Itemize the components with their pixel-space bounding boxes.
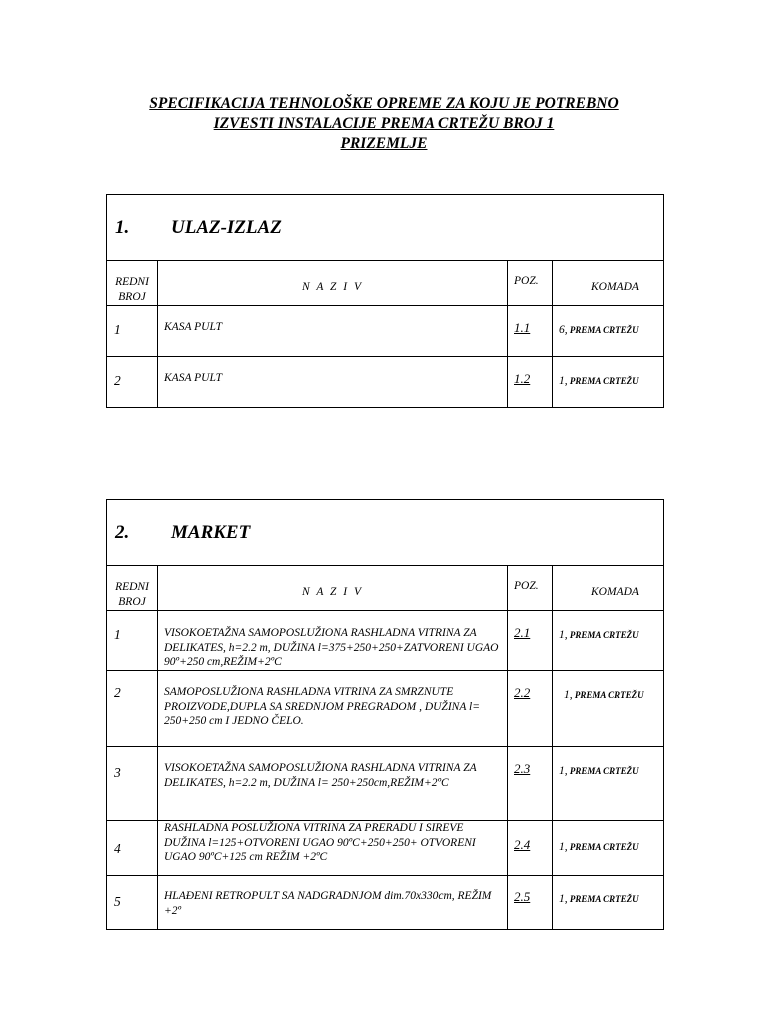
row-komada <box>553 821 664 876</box>
table-row <box>107 671 664 747</box>
row-poz: 1.2 <box>508 357 553 408</box>
row-komada <box>553 747 664 821</box>
col-header-naziv: N A Z I V <box>158 261 508 306</box>
row-naziv: KASA PULT <box>158 357 508 408</box>
section-name: MARKET <box>171 521 251 543</box>
komada-count: 1, <box>559 629 568 641</box>
section-number: 1. <box>115 216 130 238</box>
row-komada <box>553 671 664 747</box>
col-header-poz: POZ. <box>508 566 553 611</box>
komada-note: PREMA CRTEŽU <box>567 630 639 640</box>
row-number: 1 <box>107 611 158 671</box>
komada-note: PREMA CRTEŽU <box>567 842 639 852</box>
row-poz: 1.1 <box>508 306 553 357</box>
row-number: 2 <box>107 357 158 408</box>
komada-count: 1, <box>559 765 568 777</box>
row-naziv: SAMOPOSLUŽIONA RASHLADNA VITRINA ZA SMRZNUTE PROIZVODE,DUPLA SA SREDNJOM PREGRADOM , DUŽINA l= 250+250 cm I JEDNO ČELO. <box>158 671 508 747</box>
row-number: 1 <box>107 306 158 357</box>
komada-note: PREMA CRTEŽU <box>572 690 644 700</box>
col-header-komada: KOMADA <box>553 261 664 306</box>
col-header-naziv: N A Z I V <box>158 566 508 611</box>
table-row <box>107 357 664 408</box>
komada-count: 1, <box>559 841 568 853</box>
komada-count: 1, <box>564 689 573 701</box>
section-header <box>107 500 664 566</box>
table-row <box>107 306 664 357</box>
table-row <box>107 747 664 821</box>
row-komada <box>553 306 664 357</box>
title-line-3: PRIZEMLJE <box>340 135 428 152</box>
col-header-redni-broj: REDNI BROJ <box>107 566 158 611</box>
table-row <box>107 611 664 671</box>
row-number: 5 <box>107 876 158 930</box>
row-poz: 2.5 <box>508 876 553 930</box>
row-number: 4 <box>107 821 158 876</box>
title-line-1: SPECIFIKACIJA TEHNOLOŠKE OPREME ZA KOJU JE POTREBNO <box>149 95 619 112</box>
table-row <box>107 876 664 930</box>
row-naziv: KASA PULT <box>158 306 508 357</box>
komada-note: PREMA CRTEŽU <box>567 766 639 776</box>
komada-note: PREMA CRTEŽU <box>567 894 639 904</box>
row-naziv: HLAĐENI RETROPULT SA NADGRADNJOM dim.70x330cm, REŽIM +2º <box>158 876 508 930</box>
document-title <box>0 94 768 154</box>
komada-note: PREMA CRTEŽU <box>567 376 639 386</box>
section-header <box>107 195 664 261</box>
title-line-2: IZVESTI INSTALACIJE PREMA CRTEŽU BROJ 1 <box>213 115 555 132</box>
komada-note: PREMA CRTEŽU <box>567 325 639 335</box>
section-table-market <box>106 499 664 930</box>
table-row <box>107 821 664 876</box>
col-header-komada: KOMADA <box>553 566 664 611</box>
column-header-row <box>107 566 664 611</box>
col-header-poz: POZ. <box>508 261 553 306</box>
row-naziv: VISOKOETAŽNA SAMOPOSLUŽIONA RASHLADNA VITRINA ZA DELIKATES, h=2.2 m, DUŽINA l=375+250+250+ZATVORENI UGAO 90º+250 cm,REŽIM+2ºC <box>158 611 508 671</box>
section-number: 2. <box>115 521 130 543</box>
row-poz: 2.1 <box>508 611 553 671</box>
row-komada <box>553 357 664 408</box>
row-poz: 2.3 <box>508 747 553 821</box>
section-table-ulaz-izlaz <box>106 194 664 408</box>
row-komada <box>553 876 664 930</box>
row-komada <box>553 611 664 671</box>
komada-count: 1, <box>559 375 568 387</box>
section-name: ULAZ-IZLAZ <box>171 216 282 238</box>
row-naziv: RASHLADNA POSLUŽIONA VITRINA ZA PRERADU I SIREVE DUŽINA l=125+OTVORENI UGAO 90ºC+250+250+ OTVORENI UGAO 90ºC+125 cm REŽIM +2ºC <box>158 821 508 876</box>
row-number: 3 <box>107 747 158 821</box>
row-number: 2 <box>107 671 158 747</box>
row-poz: 2.4 <box>508 821 553 876</box>
column-header-row <box>107 261 664 306</box>
komada-count: 6, <box>559 324 568 336</box>
row-naziv: VISOKOETAŽNA SAMOPOSLUŽIONA RASHLADNA VITRINA ZA DELIKATES, h=2.2 m, DUŽINA l= 250+250cm,REŽIM+2ºC <box>158 747 508 821</box>
row-poz: 2.2 <box>508 671 553 747</box>
col-header-redni-broj: REDNI BROJ <box>107 261 158 306</box>
komada-count: 1, <box>559 893 568 905</box>
